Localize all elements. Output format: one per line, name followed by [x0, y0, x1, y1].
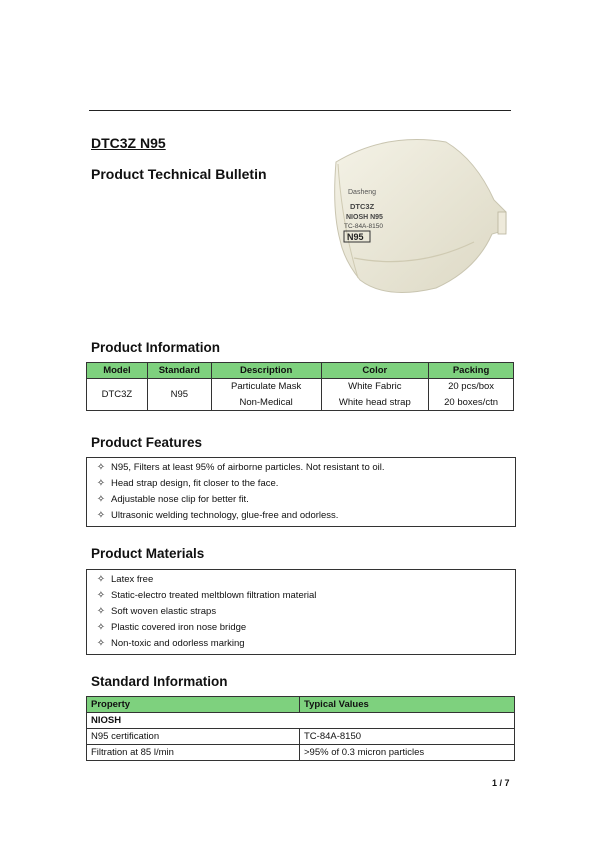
diamond-bullet-icon: ✧	[96, 494, 106, 505]
diamond-bullet-icon: ✧	[96, 622, 106, 633]
product-information-table	[86, 362, 514, 411]
header-model: Model	[87, 363, 148, 379]
list-item: ✧ Plastic covered iron nose bridge	[91, 620, 515, 636]
document-title: DTC3Z N95	[91, 135, 166, 151]
cell-description-2: Non-Medical	[211, 395, 321, 411]
mask-approval-text: TC-84A-8150	[344, 223, 384, 230]
cell-packing-2: 20 boxes/ctn	[429, 395, 514, 411]
cell-standard: N95	[147, 379, 211, 411]
header-standard: Standard	[147, 363, 211, 379]
diamond-bullet-icon: ✧	[96, 478, 106, 489]
diamond-bullet-icon: ✧	[96, 462, 106, 473]
cell-value: TC-84A-8150	[300, 729, 515, 745]
list-item: ✧ Latex free	[91, 572, 515, 588]
list-item: ✧ Soft woven elastic straps	[91, 604, 515, 620]
mask-brand-text: Dasheng	[348, 189, 377, 196]
mask-cert-text: NIOSH N95	[346, 214, 383, 221]
product-features-title: Product Features	[91, 435, 203, 450]
table-row	[87, 713, 515, 729]
diamond-bullet-icon: ✧	[96, 590, 106, 601]
table-header-row	[87, 697, 515, 713]
header-typical-values: Typical Values	[300, 697, 515, 713]
product-materials-title: Product Materials	[91, 546, 205, 561]
list-item: ✧ Ultrasonic welding technology, glue-free and odorless.	[91, 508, 515, 524]
product-information-title: Product Information	[91, 340, 220, 355]
table-row	[87, 729, 515, 745]
header-packing: Packing	[429, 363, 514, 379]
cell-model: DTC3Z	[87, 379, 148, 411]
mask-badge-text: N95	[347, 232, 364, 242]
list-item: ✧ Adjustable nose clip for better fit.	[91, 492, 515, 508]
diamond-bullet-icon: ✧	[96, 574, 106, 585]
table-header-row	[87, 363, 514, 379]
cell-property: Filtration at 85 l/min	[87, 745, 300, 761]
page-number: 1 / 7	[492, 778, 510, 788]
diamond-bullet-icon: ✧	[96, 606, 106, 617]
diamond-bullet-icon: ✧	[96, 510, 106, 521]
list-item: ✧ Non-toxic and odorless marking	[91, 636, 515, 652]
cell-color-2: White head strap	[321, 395, 429, 411]
cell-packing-1: 20 pcs/box	[429, 379, 514, 395]
header-color: Color	[321, 363, 429, 379]
cell-property: N95 certification	[87, 729, 300, 745]
table-row	[87, 379, 514, 395]
product-materials-list	[86, 569, 516, 655]
list-item: ✧ Static-electro treated meltblown filtration material	[91, 588, 515, 604]
cell-description-1: Particulate Mask	[211, 379, 321, 395]
group-row-niosh: NIOSH	[87, 713, 515, 729]
diamond-bullet-icon: ✧	[96, 638, 106, 649]
standard-information-title: Standard Information	[91, 674, 228, 689]
list-item: ✧ N95, Filters at least 95% of airborne particles. Not resistant to oil.	[91, 460, 515, 476]
cell-value: >95% of 0.3 micron particles	[300, 745, 515, 761]
top-rule	[89, 110, 511, 111]
cell-color-1: White Fabric	[321, 379, 429, 395]
table-row	[87, 745, 515, 761]
header-property: Property	[87, 697, 300, 713]
list-item: ✧ Head strap design, fit closer to the face.	[91, 476, 515, 492]
document-subtitle: Product Technical Bulletin	[91, 166, 267, 182]
header-description: Description	[211, 363, 321, 379]
product-features-list	[86, 457, 516, 527]
mask-product-image	[326, 130, 510, 300]
mask-model-text: DTC3Z	[350, 202, 375, 211]
standard-information-table	[86, 696, 515, 761]
